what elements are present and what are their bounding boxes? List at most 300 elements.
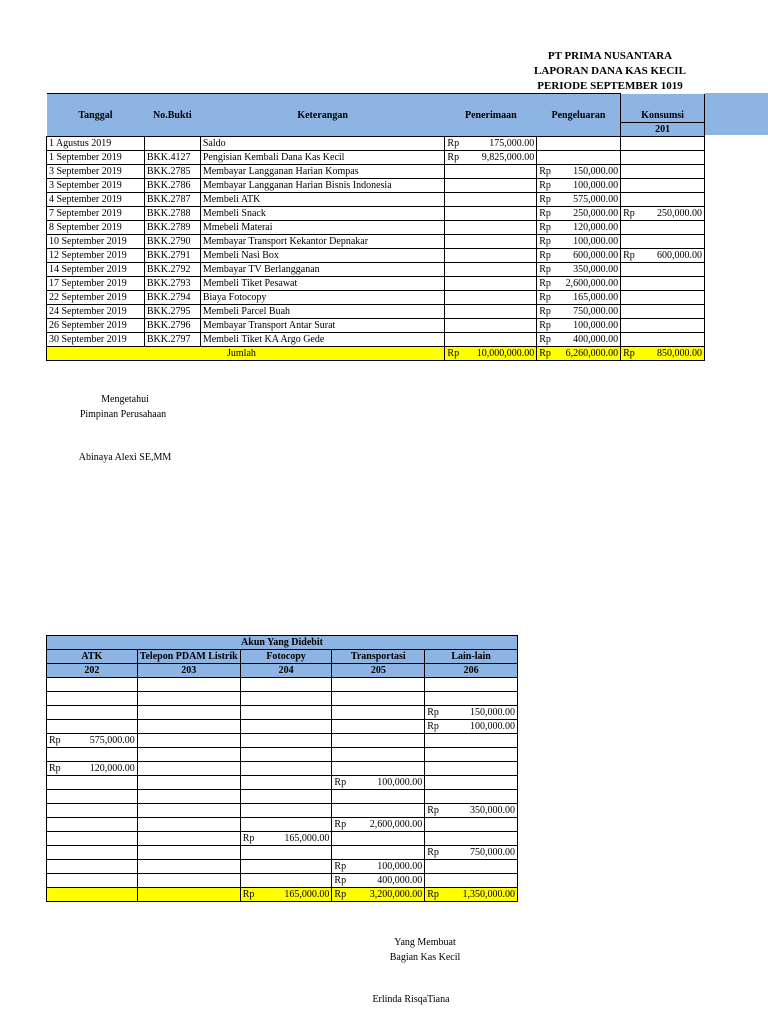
debit-cell [332,860,425,874]
header-konsumsi: Konsumsi [621,94,705,123]
cell-penerimaan [445,291,537,305]
debit-cell [425,720,518,734]
cell-konsumsi [621,263,705,277]
cell-tanggal: 4 September 2019 [47,193,145,207]
debit-cell [425,706,518,720]
amount: 250,000.00 [657,208,702,219]
debit-cell [332,678,425,692]
currency-symbol: Rp [539,292,551,303]
amount: 120,000.00 [573,222,619,233]
column-header-name: Telepon PDAM Listrik [137,650,240,664]
amount: 350,000.00 [470,805,515,816]
debit-total-cell [240,888,332,902]
cell-keterangan: Membeli Tiket KA Argo Gede [200,333,445,347]
cell-tanggal: 24 September 2019 [47,305,145,319]
table-row [47,720,518,734]
column-header-code: 204 [240,664,332,678]
debit-cell [240,860,332,874]
currency-symbol: Rp [539,208,551,219]
debit-cell [137,832,240,846]
debit-cell [47,860,138,874]
table-row [47,846,518,860]
cell-tanggal: 26 September 2019 [47,319,145,333]
cell-penerimaan [445,151,537,165]
column-header-code: 203 [137,664,240,678]
currency-symbol: Rp [623,208,635,219]
total-label: Jumlah [47,347,445,361]
amount: 6,260,000.00 [565,348,619,359]
cell-keterangan: Membeli ATK [200,193,445,207]
cell-keterangan: Mmebeli Materai [200,221,445,235]
debit-cell [240,776,332,790]
amount: 575,000.00 [573,194,619,205]
cell-tanggal: 8 September 2019 [47,221,145,235]
cell-nobukti: BKK.2795 [144,305,200,319]
debit-cell [425,804,518,818]
cell-keterangan: Membayar TV Berlangganan [200,263,445,277]
currency-symbol: Rp [242,833,255,844]
debit-cell [332,804,425,818]
debit-cell [47,762,138,776]
cell-penerimaan [445,277,537,291]
report-period: PERIODE SEPTEMBER 1019 [537,80,683,92]
cell-pengeluaran [537,207,621,221]
amount: 100,000.00 [573,180,619,191]
cell-konsumsi [621,193,705,207]
column-header-code: 206 [425,664,518,678]
cell-penerimaan [445,137,537,151]
cell-keterangan: Membayar Langganan Harian Bisnis Indonesia [200,179,445,193]
column-header-code: 202 [47,664,138,678]
amount: 400,000.00 [573,334,619,345]
total-pengeluaran [537,347,621,361]
debit-cell [47,776,138,790]
debit-total-cell [332,888,425,902]
amount: 1,350,000.00 [462,889,515,900]
debit-cell [425,790,518,804]
debit-cell [240,762,332,776]
cell-konsumsi [621,207,705,221]
report-title: LAPORAN DANA KAS KECIL [534,65,686,77]
cell-tanggal: 22 September 2019 [47,291,145,305]
table-row [47,165,705,179]
cell-konsumsi [621,333,705,347]
debit-cell [332,706,425,720]
cell-konsumsi [621,137,705,151]
cell-konsumsi [621,277,705,291]
cell-keterangan: Pengisian Kembali Dana Kas Kecil [200,151,445,165]
cell-pengeluaran [537,291,621,305]
amount: 150,000.00 [470,707,515,718]
column-header-code: 205 [332,664,425,678]
cell-pengeluaran [537,193,621,207]
debit-cell [332,748,425,762]
cell-penerimaan [445,249,537,263]
debit-cell [240,804,332,818]
cell-tanggal: 3 September 2019 [47,165,145,179]
cell-keterangan: Membayar Langganan Harian Kompas [200,165,445,179]
currency-symbol: Rp [447,348,460,359]
cell-penerimaan [445,179,537,193]
debit-total-cell [47,888,138,902]
debit-cell [47,692,138,706]
debit-total-cell [425,888,518,902]
currency-symbol: Rp [539,180,551,191]
cell-pengeluaran [537,333,621,347]
cell-pengeluaran [537,235,621,249]
cell-keterangan: Membayar Transport Kekantor Depnakar [200,235,445,249]
amount: 575,000.00 [89,735,135,746]
debit-cell [332,776,425,790]
cell-pengeluaran [537,221,621,235]
cell-tanggal: 3 September 2019 [47,179,145,193]
debit-cell [425,692,518,706]
debit-cell [137,874,240,888]
debit-cell [332,734,425,748]
debit-cell [240,818,332,832]
cell-keterangan: Membeli Parcel Buah [200,305,445,319]
table-row [47,249,705,263]
currency-symbol: Rp [539,236,551,247]
amount: 2,600,000.00 [565,278,619,289]
amount: 150,000.00 [573,166,619,177]
amount: 3,200,000.00 [369,889,423,900]
currency-symbol: Rp [539,278,551,289]
cell-penerimaan [445,305,537,319]
currency-symbol: Rp [539,264,551,275]
header-tanggal: Tanggal [47,94,145,137]
amount: 120,000.00 [89,763,135,774]
header-penerimaan: Penerimaan [445,94,537,137]
debit-cell [47,874,138,888]
amount: 100,000.00 [573,320,619,331]
header-konsumsi-code: 201 [621,122,705,136]
debit-cell [137,734,240,748]
header-nobukti: No.Bukti [144,94,200,137]
cell-konsumsi [621,151,705,165]
preparer-name: Erlinda RisqaTiana [372,994,450,1005]
currency-symbol: Rp [539,166,551,177]
debit-cell [47,832,138,846]
table-row [47,874,518,888]
cell-keterangan: Saldo [200,137,445,151]
cell-tanggal: 1 September 2019 [47,151,145,165]
amount: 100,000.00 [377,861,423,872]
currency-symbol: Rp [539,348,551,359]
cell-konsumsi [621,235,705,249]
currency-symbol: Rp [623,348,635,359]
table-row [47,137,705,151]
column-header-name: Fotocopy [240,650,332,664]
cell-penerimaan [445,235,537,249]
debit-cell [137,678,240,692]
table-row [47,832,518,846]
currency-symbol: Rp [334,875,347,886]
debit-cell [240,734,332,748]
debit-cell [240,748,332,762]
amount: 165,000.00 [284,889,330,900]
table-row [47,221,705,235]
debit-cell [47,818,138,832]
column-header-name: Lain-lain [425,650,518,664]
cell-konsumsi [621,179,705,193]
amount: 100,000.00 [377,777,423,788]
currency-symbol: Rp [427,805,439,816]
table-row [47,860,518,874]
debit-cell [47,720,138,734]
debit-cell [425,832,518,846]
currency-symbol: Rp [623,250,635,261]
debit-cell [137,846,240,860]
table-row [47,692,518,706]
prepared-label: Yang Membuat [394,937,456,948]
cell-tanggal: 30 September 2019 [47,333,145,347]
cell-keterangan: Membayar Transport Antar Surat [200,319,445,333]
table-row [47,207,705,221]
prepared-role: Bagian Kas Kecil [389,952,461,963]
debit-cell [425,818,518,832]
table-row [47,333,705,347]
currency-symbol: Rp [447,152,460,163]
debit-accounts-header: Akun Yang Didebit [47,636,518,650]
debit-accounts-table [46,635,518,902]
cell-konsumsi [621,249,705,263]
debit-cell [425,776,518,790]
cell-tanggal: 17 September 2019 [47,277,145,291]
cell-penerimaan [445,333,537,347]
cell-nobukti: BKK.2786 [144,179,200,193]
debit-cell [332,692,425,706]
debit-cell [240,832,332,846]
cell-nobukti: BKK.2788 [144,207,200,221]
debit-cell [425,860,518,874]
total-row [47,888,518,902]
amount: 750,000.00 [470,847,515,858]
currency-symbol: Rp [539,320,551,331]
cell-nobukti: BKK.2794 [144,291,200,305]
cell-nobukti [144,137,200,151]
cell-penerimaan [445,221,537,235]
company-name: PT PRIMA NUSANTARA [547,50,673,62]
cell-pengeluaran [537,179,621,193]
header-band-extension [705,93,768,135]
debit-cell [240,846,332,860]
cell-tanggal: 10 September 2019 [47,235,145,249]
table-row [47,678,518,692]
amount: 250,000.00 [573,208,619,219]
cell-keterangan: Membeli Tiket Pesawat [200,277,445,291]
table-row [47,734,518,748]
cell-pengeluaran [537,319,621,333]
amount: 165,000.00 [284,833,330,844]
amount: 600,000.00 [573,250,619,261]
cell-nobukti: BKK.2789 [144,221,200,235]
debit-cell [137,720,240,734]
table-row [47,291,705,305]
currency-symbol: Rp [427,847,439,858]
cell-keterangan: Membeli Nasi Box [200,249,445,263]
cell-nobukti: BKK.2785 [144,165,200,179]
debit-cell [240,678,332,692]
amount: 100,000.00 [573,236,619,247]
debit-cell [137,776,240,790]
table-row [47,762,518,776]
debit-cell [332,720,425,734]
currency-symbol: Rp [49,735,61,746]
debit-cell [137,692,240,706]
currency-symbol: Rp [427,721,439,732]
currency-symbol: Rp [539,334,551,345]
cell-konsumsi [621,291,705,305]
debit-cell [332,790,425,804]
amount: 10,000,000.00 [476,348,535,359]
cell-nobukti: BKK.2793 [144,277,200,291]
cell-pengeluaran [537,277,621,291]
table-row [47,818,518,832]
cell-nobukti: BKK.2787 [144,193,200,207]
currency-symbol: Rp [242,889,255,900]
debit-cell [47,790,138,804]
cell-tanggal: 12 September 2019 [47,249,145,263]
amount: 400,000.00 [377,875,423,886]
debit-total-cell [137,888,240,902]
debit-cell [137,706,240,720]
currency-symbol: Rp [334,861,347,872]
cell-konsumsi [621,305,705,319]
currency-symbol: Rp [539,194,551,205]
cell-pengeluaran [537,249,621,263]
cell-penerimaan [445,207,537,221]
debit-cell [332,818,425,832]
table-row [47,319,705,333]
table-row [47,193,705,207]
cell-nobukti: BKK.2791 [144,249,200,263]
cell-nobukti: BKK.2790 [144,235,200,249]
debit-cell [47,846,138,860]
total-konsumsi [621,347,705,361]
table-row [47,263,705,277]
debit-cell [332,832,425,846]
cell-konsumsi [621,165,705,179]
currency-symbol: Rp [447,138,460,149]
currency-symbol: Rp [49,763,61,774]
cell-keterangan: Biaya Fotocopy [200,291,445,305]
debit-cell [240,720,332,734]
approval-role: Pimpinan Perusahaan [79,409,167,420]
debit-cell [47,804,138,818]
total-row [47,347,705,361]
debit-cell [425,678,518,692]
header-keterangan: Keterangan [200,94,445,137]
approval-label: Mengetahui [101,394,149,405]
debit-cell [137,762,240,776]
table-row [47,748,518,762]
cell-nobukti: BKK.2792 [144,263,200,277]
amount: 750,000.00 [573,306,619,317]
debit-cell [425,762,518,776]
table-row [47,179,705,193]
table-row [47,277,705,291]
debit-cell [332,762,425,776]
cell-pengeluaran [537,305,621,319]
table-row [47,305,705,319]
debit-cell [137,860,240,874]
cell-pengeluaran [537,263,621,277]
amount: 9,825,000.00 [481,152,535,163]
cell-tanggal: 7 September 2019 [47,207,145,221]
amount: 165,000.00 [573,292,619,303]
total-penerimaan [445,347,537,361]
currency-symbol: Rp [539,306,551,317]
cell-nobukti: BKK.2797 [144,333,200,347]
debit-cell [47,706,138,720]
cell-tanggal: 14 September 2019 [47,263,145,277]
debit-cell [137,748,240,762]
debit-cell [47,678,138,692]
debit-cell [47,734,138,748]
currency-symbol: Rp [427,889,439,900]
cell-penerimaan [445,319,537,333]
amount: 175,000.00 [489,138,535,149]
debit-cell [137,804,240,818]
debit-cell [240,790,332,804]
table-row [47,804,518,818]
column-header-name: Transportasi [332,650,425,664]
amount: 100,000.00 [470,721,515,732]
debit-cell [240,692,332,706]
currency-symbol: Rp [334,819,347,830]
debit-cell [137,790,240,804]
cell-pengeluaran [537,151,621,165]
debit-cell [47,748,138,762]
cell-penerimaan [445,263,537,277]
cell-tanggal: 1 Agustus 2019 [47,137,145,151]
currency-symbol: Rp [427,707,439,718]
debit-cell [425,846,518,860]
table-row [47,776,518,790]
debit-cell [137,818,240,832]
cell-pengeluaran [537,137,621,151]
table-row [47,151,705,165]
currency-symbol: Rp [539,222,551,233]
cell-konsumsi [621,221,705,235]
amount: 850,000.00 [657,348,702,359]
cell-penerimaan [445,165,537,179]
table-row [47,706,518,720]
petty-cash-ledger-table [46,93,705,361]
amount: 600,000.00 [657,250,702,261]
debit-cell [332,874,425,888]
currency-symbol: Rp [334,777,347,788]
table-row [47,790,518,804]
cell-keterangan: Membeli Snack [200,207,445,221]
cell-pengeluaran [537,165,621,179]
column-header-name: ATK [47,650,138,664]
table-row [47,235,705,249]
currency-symbol: Rp [334,889,347,900]
debit-cell [425,748,518,762]
debit-cell [240,706,332,720]
debit-cell [425,874,518,888]
cell-penerimaan [445,193,537,207]
amount: 350,000.00 [573,264,619,275]
debit-cell [332,846,425,860]
approver-name: Abinaya Alexi SE,MM [78,452,172,463]
cell-nobukti: BKK.4127 [144,151,200,165]
debit-cell [425,734,518,748]
cell-nobukti: BKK.2796 [144,319,200,333]
amount: 2,600,000.00 [369,819,423,830]
